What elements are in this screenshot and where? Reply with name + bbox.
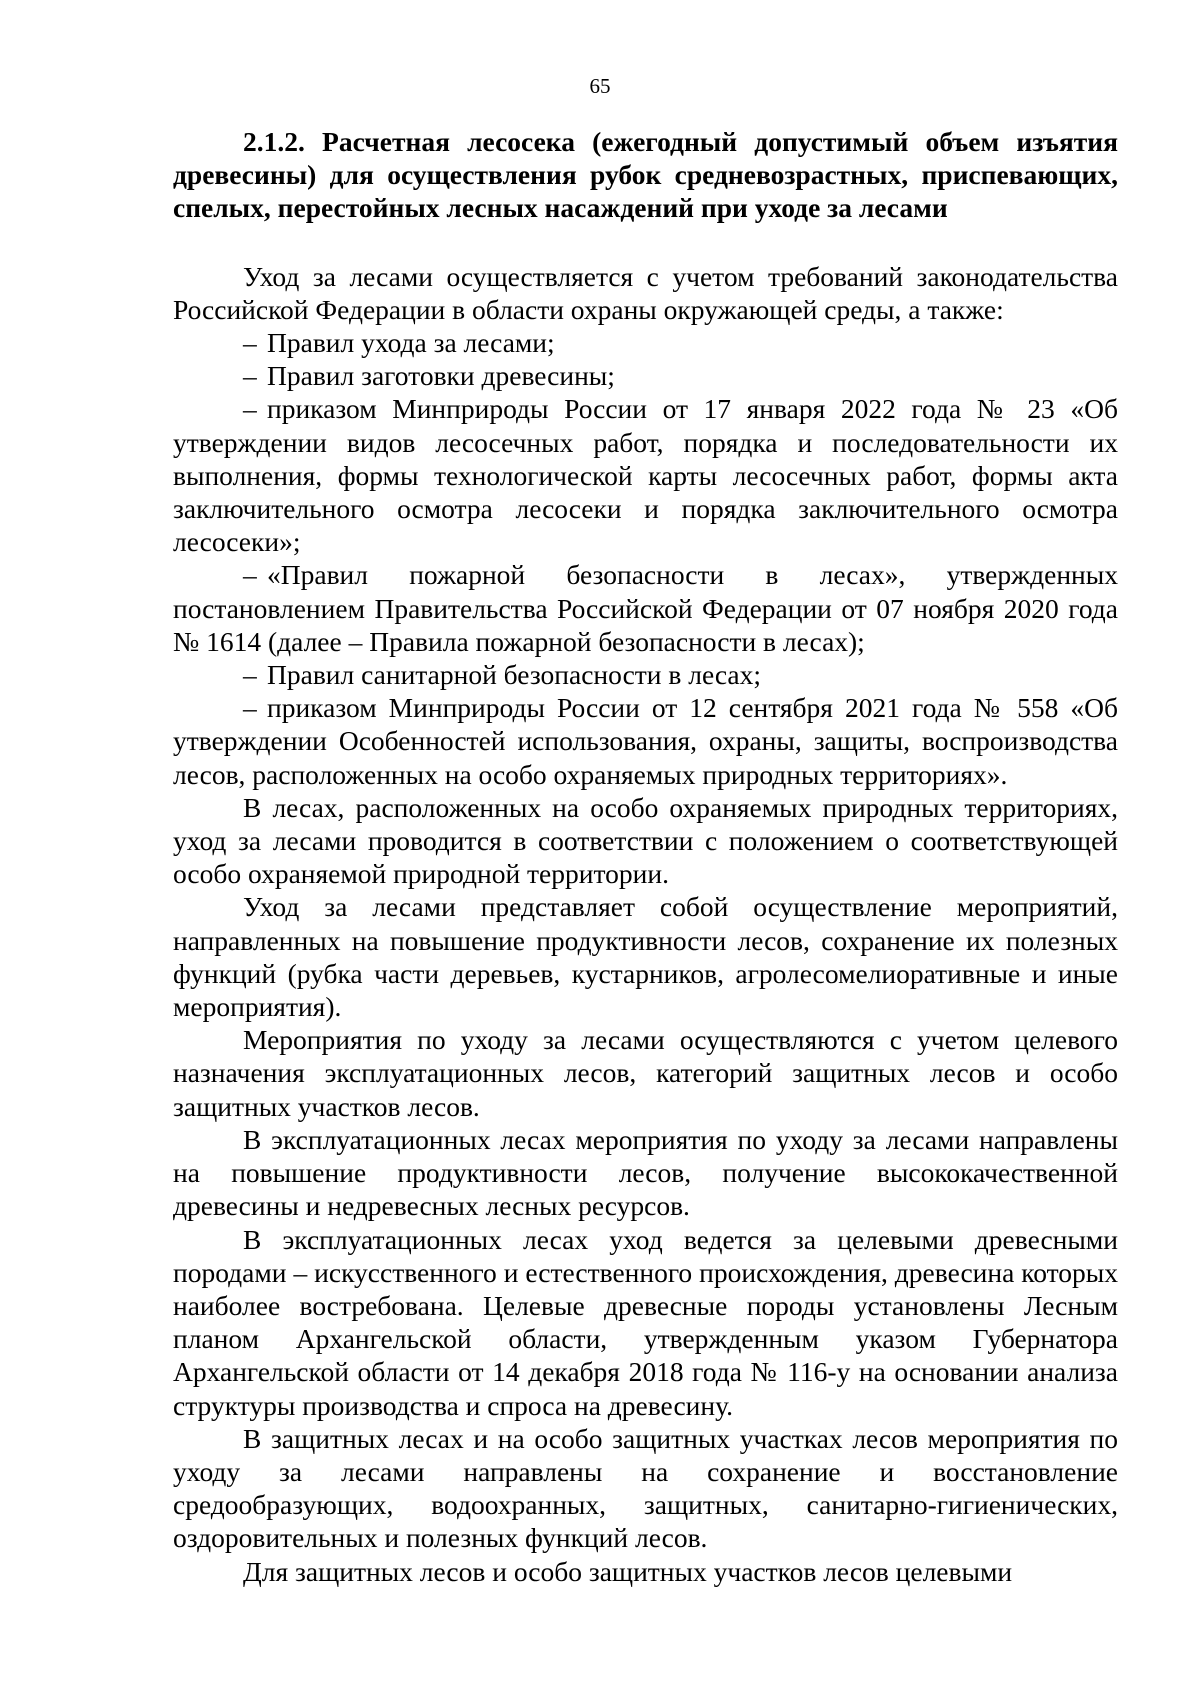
intro-paragraph: Уход за лесами осуществляется с учетом требований законодательства Российской Федерации в области охраны окружающей среды, а также:	[173, 260, 1118, 325]
body-paragraph: В эксплуатационных лесах уход ведется за целевыми древесными породами – искусственного и естественного происхождения, древесина которых наиболее востребована. Целевые древесные породы установлены Лесным планом Архангельской области, утвержденным указом Губернатора Архангельской области от 14 декабря 2018 года № 116-у на основании анализа структуры производства и спроса на древесину.	[173, 1223, 1118, 1421]
list-item	[173, 326, 1118, 359]
body-paragraph: В лесах, расположенных на особо охраняемых природных территориях, уход за лесами проводится в соответствии с положением о соответствующей особо охраняемой природной территории.	[173, 791, 1118, 890]
list-item	[173, 691, 1118, 791]
section-heading: 2.1.2. Расчетная лесосека (ежегодный допустимый объем изъятия древесины) для осуществления рубок средневозрастных, приспевающих, спелых, перестойных лесных насаждений при уходе за лесами	[173, 126, 1118, 224]
body-paragraph: Мероприятия по уходу за лесами осуществляются с учетом целевого назначения эксплуатационных лесов, категорий защитных лесов и особо защитных участков лесов.	[173, 1024, 1118, 1122]
list-item	[173, 658, 1118, 691]
list-dash: –	[243, 659, 257, 691]
list-item	[173, 558, 1118, 658]
page-content	[173, 125, 1118, 1588]
list-item-text: Правил заготовки древесины;	[267, 360, 615, 392]
page-number: 65	[589, 74, 611, 98]
list-dash: –	[243, 692, 257, 724]
list-item-text: приказом Минприроды России от 12 сентября 2021 года № 558 «Об утверждении Особенностей использования, охраны, защиты, воспроизводства лесов, расположенных на особо охраняемых природных территориях».	[173, 692, 1118, 790]
list-dash: –	[243, 327, 257, 359]
body-paragraph: В эксплуатационных лесах мероприятия по уходу за лесами направлены на повышение продуктивности лесов, получение высококачественной древесины и недревесных лесных ресурсов.	[173, 1123, 1118, 1222]
body-paragraph: Для защитных лесов и особо защитных участков лесов целевыми	[243, 1555, 1013, 1587]
list-item	[173, 392, 1118, 558]
list-item-text: приказом Минприроды России от 17 января 2022 года № 23 «Об утверждении видов лесосечных работ, порядка и последовательности их выполнения, формы технологической карты лесосечных работ, формы акта заключительного осмотра лесосеки и порядка заключительного осмотра лесосеки»;	[173, 393, 1118, 558]
list-dash: –	[243, 559, 257, 591]
list-item-text: Правил санитарной безопасности в лесах;	[267, 659, 761, 691]
list-item-text: Правил ухода за лесами;	[267, 327, 555, 359]
list-dash: –	[243, 360, 257, 392]
body-paragraph: Уход за лесами представляет собой осуществление мероприятий, направленных на повышение продуктивности лесов, сохранение их полезных функций (рубка части деревьев, кустарников, агролесомелиоративные и иные мероприятия).	[173, 891, 1118, 1023]
list-item	[173, 359, 1118, 392]
list-item-text: «Правил пожарной безопасности в лесах», утвержденных постановлением Правительства Российской Федерации от 07 ноября 2020 года № 1614 (далее – Правила пожарной безопасности в лесах);	[173, 559, 1118, 657]
body-paragraph: В защитных лесах и на особо защитных участках лесов мероприятия по уходу за лесами направлены на сохранение и восстановление средообразующих, водоохранных, защитных, санитарно-гигиенических, оздоровительных и полезных функций лесов.	[173, 1422, 1118, 1554]
list-dash: –	[243, 393, 257, 425]
